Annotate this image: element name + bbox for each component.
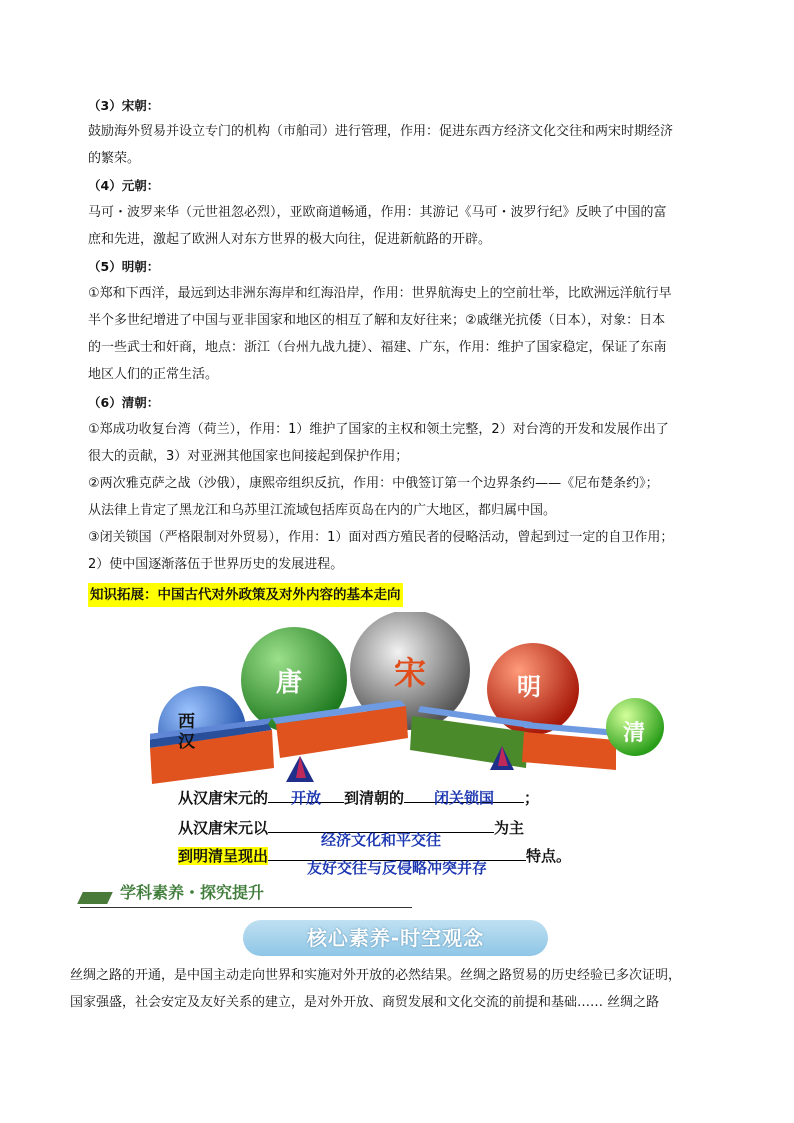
banner-text: 核心素养-时空观念 — [306, 926, 485, 950]
text-line: 地区人们的正常生活。 — [88, 367, 219, 382]
text-line: ②两次雅克萨之战（沙俄），康熙帝组织反抗，作用：中俄签订第一个边界条约——《尼布楚条约》； — [88, 476, 659, 491]
text-line: 的一些武士和奸商，地点：浙江（台州九战九捷）、福建、广东，作用：维护了国家稳定，保证了东南 — [88, 340, 667, 355]
line3-part2: 特点。 — [526, 847, 572, 865]
line2-part1: 从汉唐宋元以 — [178, 819, 269, 837]
paragraph-qing — [88, 416, 724, 578]
line1-part3: ； — [524, 789, 540, 807]
label-xihan: 西汉 — [178, 712, 195, 752]
heading-song: （3）宋朝： — [88, 98, 160, 113]
beam-far-front — [522, 732, 616, 770]
text-line: 马可・波罗来华（元世祖忽必烈），亚欧商道畅通，作用：其游记《马可・波罗行纪》反映了中国的富 — [88, 205, 667, 220]
text-line: 2）使中国逐渐落伍于世界历史的发展进程。 — [88, 557, 344, 572]
diagram-line-2 — [178, 818, 525, 849]
label-qing: 清 — [623, 721, 646, 746]
text-line: 丝绸之路的开通，是中国主动走向世界和实施对外开放的必然结果。丝绸之路贸易的历史经验已多次证明， — [70, 968, 682, 983]
section-title: 学科素养・探究提升 — [120, 883, 265, 902]
line2-part2: 为主 — [494, 819, 525, 837]
balance-diagram — [150, 612, 620, 802]
text-line: 国家强盛，社会安定及友好关系的建立，是对外开放、商贸发展和文化交流的前提和基础…… 丝绸之路 — [70, 995, 660, 1010]
blank-1 — [268, 789, 344, 807]
label-ming: 明 — [517, 673, 541, 701]
paragraph-closing — [70, 962, 730, 1016]
section-marker — [77, 892, 113, 904]
heading-qing: （6）清朝： — [88, 395, 160, 410]
section-underline — [80, 907, 412, 908]
paragraph-ming — [88, 280, 724, 388]
label-song: 宋 — [394, 654, 427, 692]
blank-3-answer: 经济文化和平交往 — [321, 831, 442, 849]
paragraph-yuan — [88, 199, 724, 253]
text-line: ③闭关锁国（严格限制对外贸易），作用：1）面对西方殖民者的侵略活动，曾起到过一定的自卫作用； — [88, 530, 674, 545]
blank-4-answer: 友好交往与反侵略冲突并存 — [307, 859, 488, 877]
paragraph-song — [88, 118, 724, 172]
text-line: ①郑和下西洋，最远到达非洲东海岸和红海沿岸，作用：世界航海史上的空前壮举，比欧洲远洋航行早 — [88, 286, 672, 301]
blank-4 — [268, 859, 526, 877]
blank-2 — [404, 789, 524, 807]
line1-part1: 从汉唐宋元的 — [178, 789, 269, 807]
diagram-line-1 — [178, 788, 539, 808]
core-literacy-banner — [243, 920, 548, 956]
heading-yuan: （4）元朝： — [88, 178, 160, 193]
heading-ming: （5）明朝： — [88, 259, 160, 274]
label-tang: 唐 — [276, 668, 303, 698]
text-line: 鼓励海外贸易并设立专门的机构（市舶司）进行管理，作用：促进东西方经济文化交往和两宋时期经济 — [88, 124, 674, 139]
text-line: 很大的贡献，3）对亚洲其他国家也间接起到保护作用； — [88, 449, 409, 464]
section-heading — [80, 880, 412, 908]
blank-1-answer: 开放 — [291, 789, 322, 807]
blank-2-answer: 闭关锁国 — [434, 789, 495, 807]
diagram-line-3 — [178, 846, 572, 877]
text-line: 的繁荣。 — [88, 151, 141, 166]
blank-3 — [268, 831, 494, 849]
text-line: 庶和先进，激起了欧洲人对东方世界的极大向往，促进新航路的开辟。 — [88, 232, 492, 247]
line1-part2: 到清朝的 — [344, 789, 405, 807]
text-line: 从法律上肯定了黑龙江和乌苏里江流域包括库页岛在内的广大地区，都归属中国。 — [88, 503, 557, 518]
text-line: 半个多世纪增进了中国与亚非国家和地区的相互了解和友好往来；②戚继光抗倭（日本），对象：日本 — [88, 313, 666, 328]
text-line: ①郑成功收复台湾（荷兰），作用：1）维护了国家的主权和领土完整，2）对台湾的开发和发展作出了 — [88, 422, 669, 437]
line3-part1: 到明清呈现出 — [178, 847, 269, 865]
knowledge-extension-label: 知识拓展：中国古代对外政策及对外内容的基本走向 — [88, 583, 403, 607]
